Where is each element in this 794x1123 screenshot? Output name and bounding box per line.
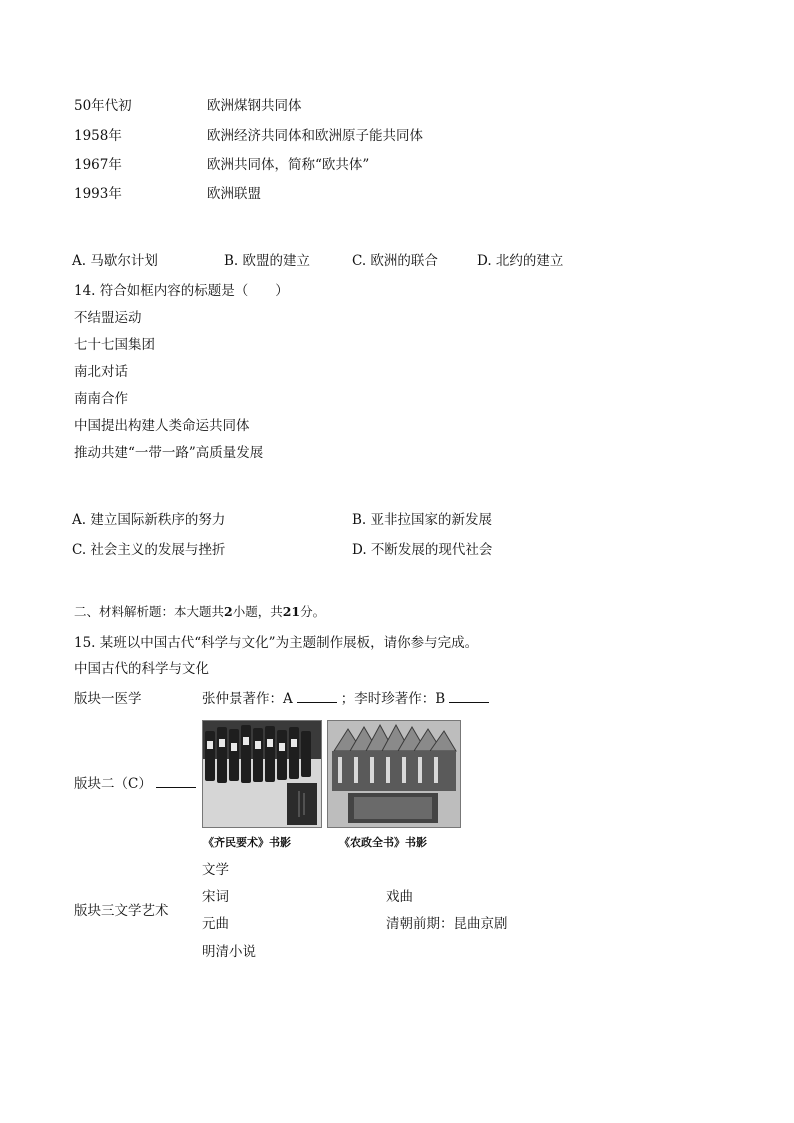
q14-box-line-2: 七十七国集团 [74, 337, 155, 353]
section-2-score: 21 [282, 604, 301, 619]
q13-option-b[interactable]: B. 欧盟的建立 [224, 253, 311, 269]
block3-label: 版块三文学艺术 [74, 903, 169, 919]
answer-blank-b[interactable] [449, 690, 489, 703]
q14-box-line-3: 南北对话 [74, 364, 128, 380]
block2-label-text: 版块二（C） [74, 776, 152, 792]
q13-option-c[interactable]: C. 欧洲的联合 [352, 253, 438, 269]
nongzheng-quanshu-caption: 《农政全书》书影 [339, 836, 427, 849]
section-2-count: 2 [224, 604, 233, 619]
nongzheng-quanshu-illustration [328, 721, 460, 827]
q15-title: 中国古代的科学与文化 [74, 661, 209, 677]
timeline-event-4: 欧洲联盟 [207, 186, 261, 202]
block3-item-opera: 戏曲 [386, 889, 413, 905]
timeline-date-2: 1958年 [74, 128, 122, 144]
q14-box-line-1: 不结盟运动 [74, 310, 142, 326]
qimin-yaoshu-caption: 《齐民要术》书影 [203, 836, 291, 849]
q14-option-c[interactable]: C. 社会主义的发展与挫折 [72, 542, 226, 558]
q14-box-line-5: 中国提出构建人类命运共同体 [74, 418, 250, 434]
section-2-prefix: 二、材料解析题：本大题共 [74, 604, 225, 619]
q13-option-a[interactable]: A. 马歇尔计划 [72, 253, 158, 269]
answer-blank-a[interactable] [297, 690, 337, 703]
timeline-event-3: 欧洲共同体，简称“欧共体” [207, 157, 370, 173]
answer-blank-c[interactable] [156, 775, 196, 788]
block2-label [74, 775, 196, 793]
timeline-event-1: 欧洲煤钢共同体 [207, 98, 302, 114]
q14-option-a[interactable]: A. 建立国际新秩序的努力 [72, 512, 226, 528]
q13-option-d[interactable]: D. 北约的建立 [477, 253, 564, 269]
block3-item-literature: 文学 [202, 862, 229, 878]
timeline-date-3: 1967年 [74, 157, 122, 173]
q14-option-b[interactable]: B. 亚非拉国家的新发展 [352, 512, 493, 528]
block1-zhang-label: 张仲景著作：A [202, 691, 293, 707]
block1-label: 版块一医学 [74, 691, 142, 707]
qimin-yaoshu-photo [202, 720, 322, 828]
block3-item-novel: 明清小说 [202, 944, 256, 960]
block3-item-songci: 宋词 [202, 889, 229, 905]
q15-stem: 15. 某班以中国古代“科学与文化”为主题制作展板，请你参与完成。 [74, 635, 479, 651]
section-2-heading [74, 603, 325, 621]
q14-stem: 14. 符合如框内容的标题是（ ） [74, 283, 289, 299]
section-2-mid: 小题，共 [232, 604, 283, 619]
qimin-yaoshu-illustration [203, 721, 321, 827]
timeline-date-4: 1993年 [74, 186, 122, 202]
timeline-date-1: 50年代初 [74, 98, 132, 114]
block1-li-label: ；李时珍著作：B [340, 691, 446, 707]
q14-box-line-4: 南南合作 [74, 391, 128, 407]
block1-content [202, 690, 489, 708]
q14-option-d[interactable]: D. 不断发展的现代社会 [352, 542, 493, 558]
section-2-suffix: 分。 [300, 604, 326, 619]
block3-item-yuanqu: 元曲 [202, 916, 229, 932]
nongzheng-quanshu-photo [327, 720, 461, 828]
q14-box-line-6: 推动共建“一带一路”高质量发展 [74, 445, 264, 461]
block3-item-qing-opera: 清朝前期：昆曲京剧 [386, 916, 508, 932]
timeline-event-2: 欧洲经济共同体和欧洲原子能共同体 [207, 128, 423, 144]
